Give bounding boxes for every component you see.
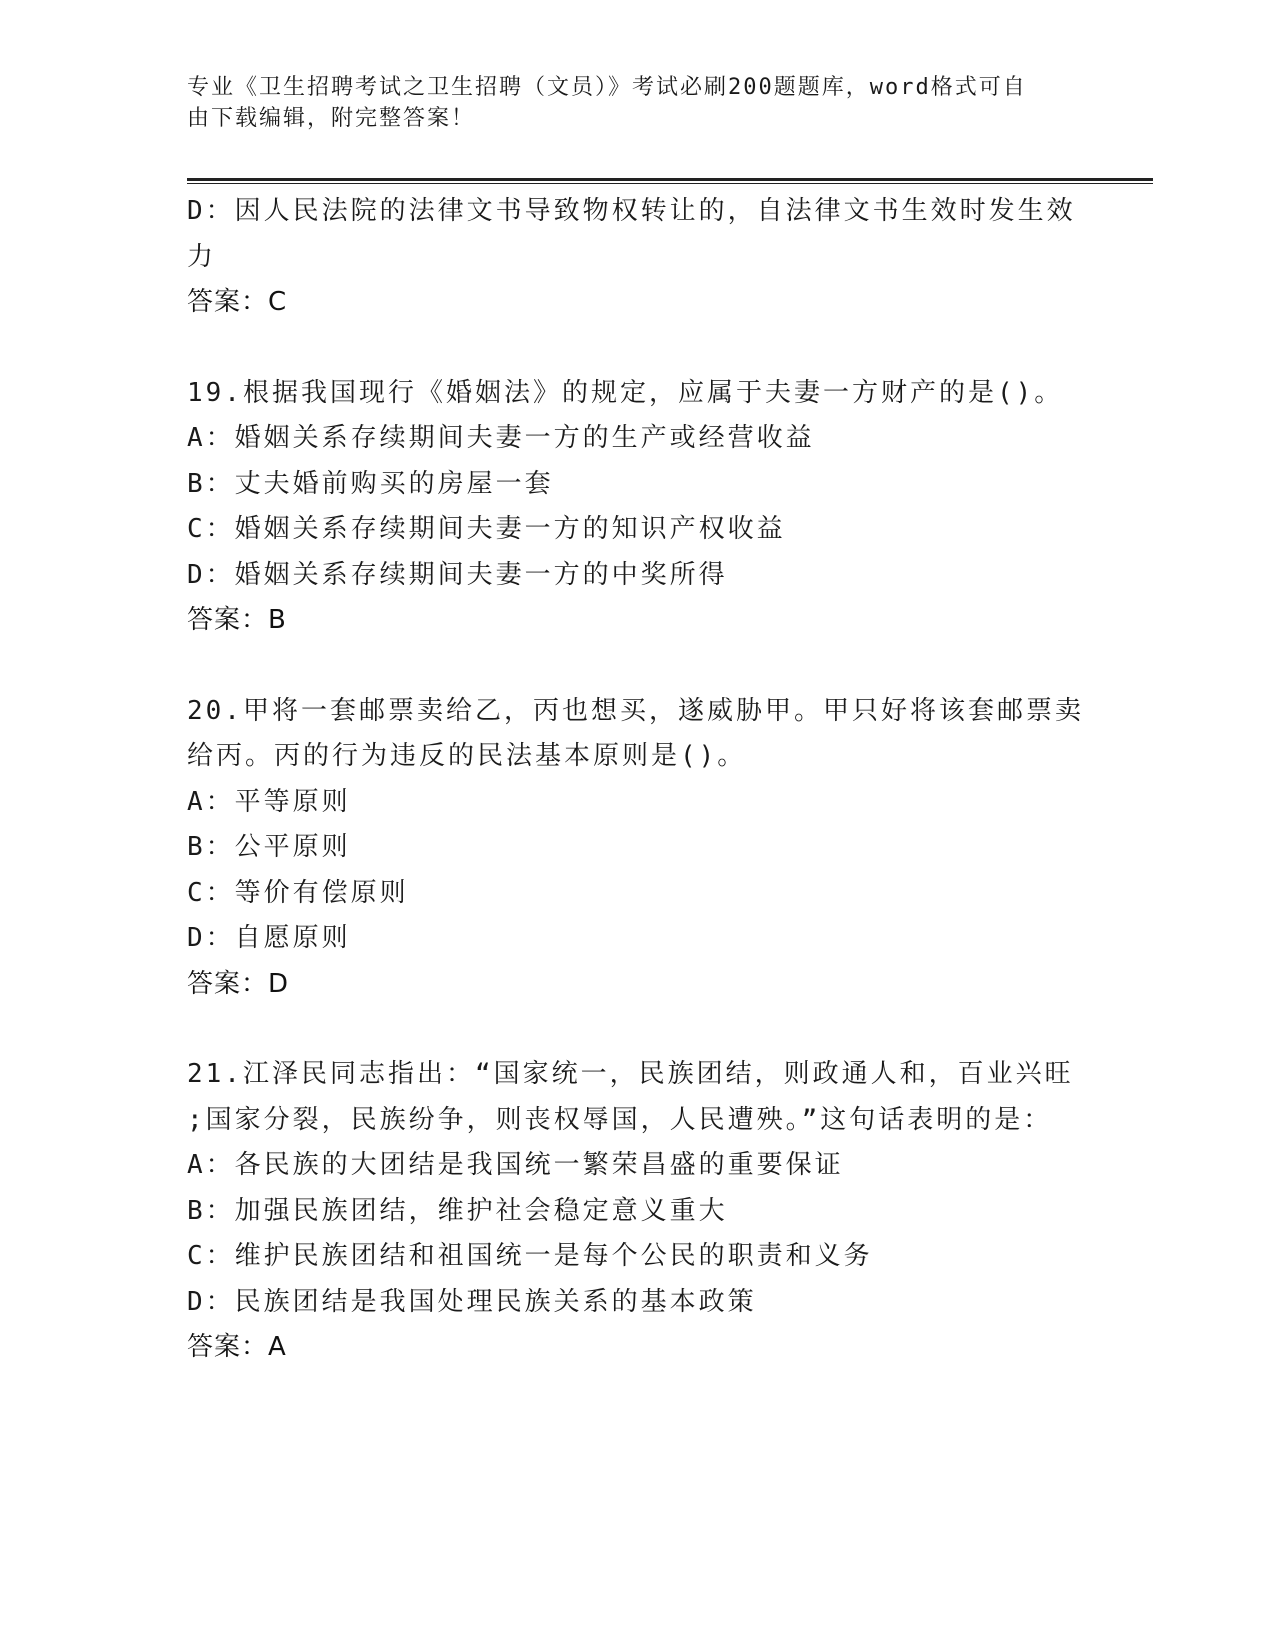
option-c: C：婚姻关系存续期间夫妻一方的知识产权收益 [187,514,786,544]
header-line-1: 专业《卫生招聘考试之卫生招聘（文员）》考试必刷200题题库，word格式可自 [187,75,1027,100]
question-list [187,189,1087,1371]
spacer [187,326,1087,371]
question-20 [187,689,1087,1008]
question-19 [187,371,1087,644]
option-d: D：因人民法院的法律文书导致物权转让的，自法律文书生效时发生效 [187,196,1076,226]
question-stem-continued: ;国家分裂，民族纷争，则丧权辱国，人民遭殃。”这句话表明的是： [187,1104,1053,1135]
option-a: A：各民族的大团结是我国统一繁荣昌盛的重要保证 [187,1150,844,1180]
question-21 [187,1052,1087,1371]
answer-label: 答案：D [187,968,290,999]
option-b: B：公平原则 [187,832,351,862]
answer-label: 答案：C [187,287,288,317]
question-stem-continued: 给丙。丙的行为违反的民法基本原则是()。 [187,741,747,771]
option-c: C：维护民族团结和祖国统一是每个公民的职责和义务 [187,1241,873,1271]
option-d: D：自愿原则 [187,923,351,953]
question-stem: 19.根据我国现行《婚姻法》的规定，应属于夫妻一方财产的是()。 [187,377,1064,408]
option-d: D：民族团结是我国处理民族关系的基本政策 [187,1286,757,1317]
option-c: C：等价有偿原则 [187,877,409,908]
option-a: A：平等原则 [187,786,351,817]
page-header [187,72,1067,134]
answer-label: 答案：B [187,605,287,635]
answer-label: 答案：A [187,1332,287,1362]
header-line-2: 由下载编辑，附完整答案！ [187,106,476,131]
question-stem: 21.江泽民同志指出：“国家统一，民族团结，则政通人和，百业兴旺 [187,1059,1074,1089]
previous-question-tail [187,189,1087,326]
option-b: B：丈夫婚前购买的房屋一套 [187,468,554,499]
option-b: B：加强民族团结，维护社会稳定意义重大 [187,1195,728,1226]
option-d-continued: 力 [187,241,217,272]
option-a: A：婚姻关系存续期间夫妻一方的生产或经营收益 [187,423,815,453]
header-rule-thin [187,183,1153,184]
option-d: D：婚姻关系存续期间夫妻一方的中奖所得 [187,559,728,590]
header-rule-thick [187,178,1153,181]
question-stem: 20.甲将一套邮票卖给乙，丙也想买，遂威胁甲。甲只好将该套邮票卖 [187,695,1084,726]
spacer [187,644,1087,689]
spacer [187,1007,1087,1052]
